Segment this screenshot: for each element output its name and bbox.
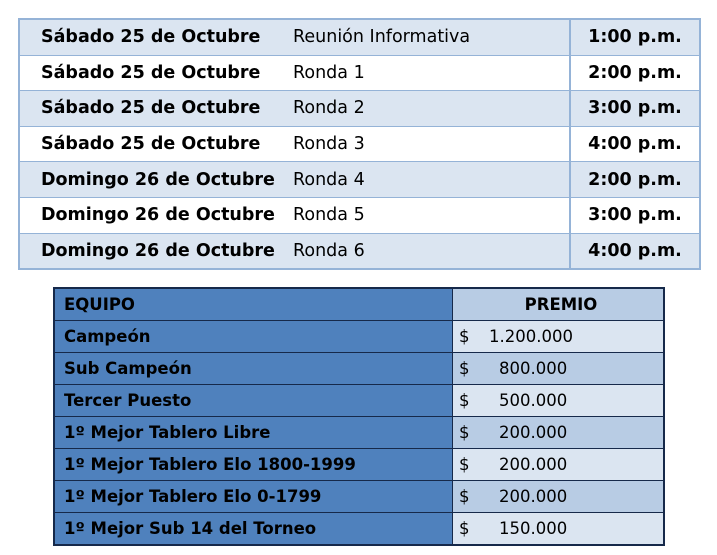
schedule-event: Reunión Informativa xyxy=(293,19,570,55)
prize-row xyxy=(54,353,664,385)
currency-symbol: $ xyxy=(459,455,470,474)
prize-row xyxy=(54,449,664,481)
prize-amount: 500.000 xyxy=(499,391,568,410)
currency-symbol: $ xyxy=(459,519,470,538)
prize-amount: 150.000 xyxy=(499,519,568,538)
schedule-date: Sábado 25 de Octubre xyxy=(19,19,293,55)
schedule-row xyxy=(19,233,700,269)
schedule-row xyxy=(19,162,700,198)
prize-label: 1º Mejor Tablero Elo 1800-1999 xyxy=(54,449,453,481)
prize-label: Sub Campeón xyxy=(54,353,453,385)
currency-symbol: $ xyxy=(459,327,470,346)
prize-label: 1º Mejor Sub 14 del Torneo xyxy=(54,513,453,546)
prize-header-prize: PREMIO xyxy=(453,288,665,321)
schedule-table xyxy=(18,18,701,270)
schedule-date: Domingo 26 de Octubre xyxy=(19,162,293,198)
prize-row xyxy=(54,513,664,546)
prize-row xyxy=(54,321,664,353)
schedule-time: 2:00 p.m. xyxy=(570,162,700,198)
schedule-date: Sábado 25 de Octubre xyxy=(19,55,293,91)
prize-amount-cell xyxy=(453,385,665,417)
schedule-event: Ronda 4 xyxy=(293,162,570,198)
schedule-date: Domingo 26 de Octubre xyxy=(19,197,293,233)
prize-label: Tercer Puesto xyxy=(54,385,453,417)
prize-row xyxy=(54,385,664,417)
prize-amount-cell xyxy=(453,353,665,385)
prize-amount: 1.200.000 xyxy=(489,327,573,346)
prize-label: Campeón xyxy=(54,321,453,353)
schedule-time: 4:00 p.m. xyxy=(570,126,700,162)
prize-amount-cell xyxy=(453,321,665,353)
schedule-row xyxy=(19,126,700,162)
prize-amount: 200.000 xyxy=(499,455,568,474)
prize-label: 1º Mejor Tablero Elo 0-1799 xyxy=(54,481,453,513)
schedule-date: Sábado 25 de Octubre xyxy=(19,91,293,127)
schedule-time: 3:00 p.m. xyxy=(570,91,700,127)
prize-row xyxy=(54,481,664,513)
prize-amount: 200.000 xyxy=(499,423,568,442)
schedule-time: 3:00 p.m. xyxy=(570,197,700,233)
schedule-row xyxy=(19,19,700,55)
prize-amount-cell xyxy=(453,513,665,546)
schedule-row xyxy=(19,55,700,91)
prize-header-row xyxy=(54,288,664,321)
schedule-event: Ronda 3 xyxy=(293,126,570,162)
prize-amount: 800.000 xyxy=(499,359,568,378)
schedule-event: Ronda 2 xyxy=(293,91,570,127)
schedule-row xyxy=(19,197,700,233)
prize-amount-cell xyxy=(453,449,665,481)
currency-symbol: $ xyxy=(459,423,470,442)
prize-amount: 200.000 xyxy=(499,487,568,506)
schedule-event: Ronda 5 xyxy=(293,197,570,233)
schedule-date: Sábado 25 de Octubre xyxy=(19,126,293,162)
schedule-time: 4:00 p.m. xyxy=(570,233,700,269)
schedule-date: Domingo 26 de Octubre xyxy=(19,233,293,269)
schedule-event: Ronda 6 xyxy=(293,233,570,269)
prize-table xyxy=(53,287,665,546)
prize-label: 1º Mejor Tablero Libre xyxy=(54,417,453,449)
currency-symbol: $ xyxy=(459,359,470,378)
prize-header-team: EQUIPO xyxy=(54,288,453,321)
schedule-event: Ronda 1 xyxy=(293,55,570,91)
currency-symbol: $ xyxy=(459,391,470,410)
prize-amount-cell xyxy=(453,481,665,513)
prize-amount-cell xyxy=(453,417,665,449)
currency-symbol: $ xyxy=(459,487,470,506)
prize-row xyxy=(54,417,664,449)
schedule-row xyxy=(19,91,700,127)
schedule-time: 2:00 p.m. xyxy=(570,55,700,91)
schedule-time: 1:00 p.m. xyxy=(570,19,700,55)
